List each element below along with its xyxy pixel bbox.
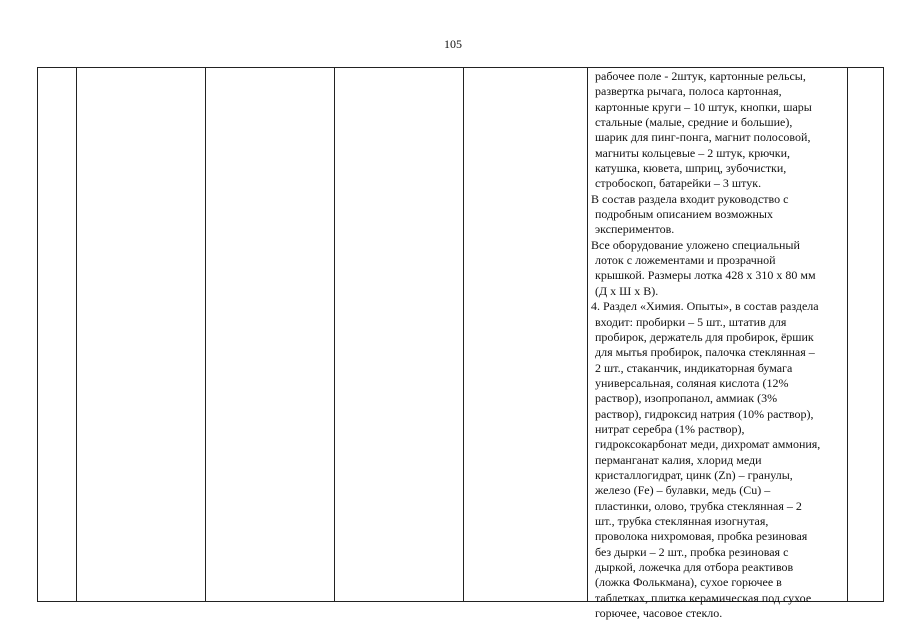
column-divider-1 xyxy=(76,68,77,601)
description-line: для мытья пробирок, палочка стеклянная – xyxy=(595,345,815,360)
description-line: Все оборудование уложено специальный xyxy=(591,237,800,252)
description-line: без дырки – 2 шт., пробка резиновая с xyxy=(595,544,789,559)
description-line: дыркой, ложечка для отбора реактивов xyxy=(595,560,794,574)
description-line: пластинки, олово, трубка стеклянная – 2 xyxy=(595,498,802,513)
description-line: пробирок, держатель для пробирок, ёршик xyxy=(595,329,814,344)
description-line: катушка, кювета, шприц, зубочистки, xyxy=(595,161,787,176)
description-line: рабочее поле - 2штук, картонные рельсы, xyxy=(595,69,806,83)
column-divider-3 xyxy=(334,68,335,601)
column-divider-2 xyxy=(205,68,206,601)
description-line: горючее, часовое стекло. xyxy=(595,606,723,621)
page-number: 105 xyxy=(444,37,462,51)
description-line: входит: пробирки – 5 шт., штатив для xyxy=(595,314,787,329)
equipment-description-cell xyxy=(591,69,845,621)
description-line: универсальная, соляная кислота (12% xyxy=(595,375,789,390)
description-line: кристаллогидрат, цинк (Zn) – гранулы, xyxy=(595,467,793,482)
description-line: шарик для пинг-понга, магнит полосовой, xyxy=(595,130,811,145)
description-line: развертка рычага, полоса картонная, xyxy=(595,84,782,99)
description-line: шт., трубка стеклянная изогнутая, xyxy=(595,513,769,528)
description-line: гидроксокарбонат меди, дихромат аммония, xyxy=(595,437,821,452)
description-line: нитрат серебра (1% раствор), xyxy=(595,421,745,436)
description-line: магниты кольцевые – 2 штук, крючки, xyxy=(595,145,791,160)
description-line: (ложка Фолькмана), сухое горючее в xyxy=(595,575,782,590)
description-line: (Д х Ш х В). xyxy=(595,283,659,298)
description-line: стробоскоп, батарейки – 3 штук. xyxy=(595,176,762,191)
description-line: картонные круги – 10 штук, кнопки, шары xyxy=(595,99,812,114)
description-line: таблетках, плитка керамическая под сухое xyxy=(595,590,812,605)
description-line: лоток с ложементами и прозрачной xyxy=(595,253,776,268)
description-line: В состав раздела входит руководство с xyxy=(591,191,789,206)
description-line: раствор), гидроксид натрия (10% раствор), xyxy=(595,406,814,421)
description-line: железо (Fe) – булавки, медь (Cu) – xyxy=(595,483,771,498)
description-line: экспериментов. xyxy=(595,222,675,237)
description-line: перманганат калия, хлорид меди xyxy=(595,452,762,467)
description-line: подробным описанием возможных xyxy=(595,207,773,222)
description-line: 2 шт., стаканчик, индикаторная бумага xyxy=(595,360,793,375)
spec-table xyxy=(37,67,884,621)
column-divider-5 xyxy=(587,68,588,601)
description-line: раствор), изопропанол, аммиак (3% xyxy=(595,391,778,406)
column-divider-6 xyxy=(847,68,848,601)
description-line: 4. Раздел «Химия. Опыты», в состав раздела xyxy=(591,299,819,314)
description-line: крышкой. Размеры лотка 428 х 310 х 80 мм xyxy=(595,268,816,283)
description-line: проволока нихромовая, пробка резиновая xyxy=(595,529,808,544)
description-line: стальные (малые, средние и большие), xyxy=(595,115,793,130)
column-divider-4 xyxy=(463,68,464,601)
